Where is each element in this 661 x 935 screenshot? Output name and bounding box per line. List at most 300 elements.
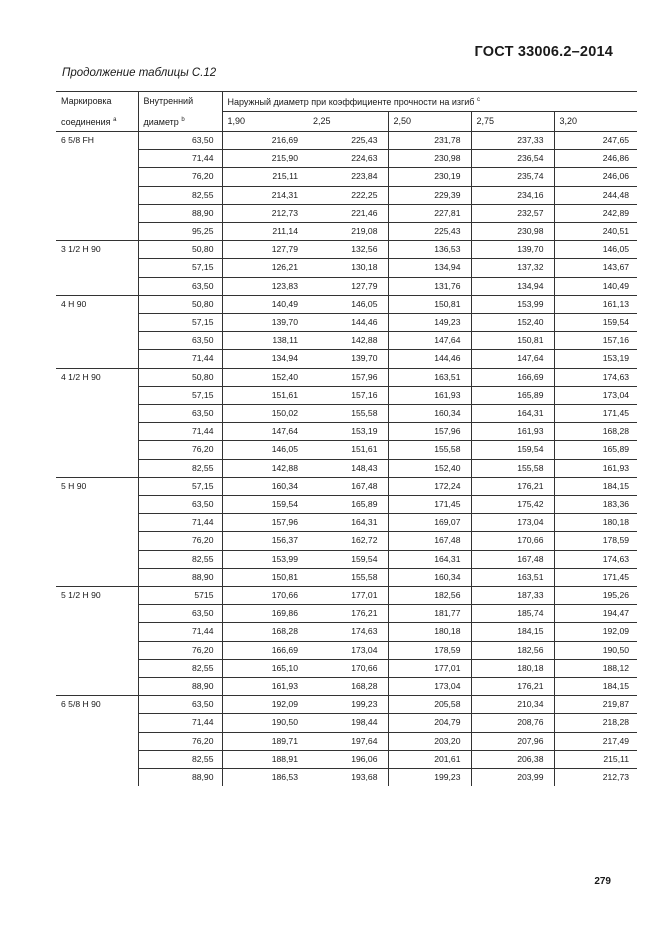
outer-diameter-cell: 157,16 bbox=[308, 386, 388, 404]
table-row bbox=[56, 532, 637, 550]
connection-marking bbox=[56, 659, 138, 677]
inner-diameter-cell: 71,44 bbox=[138, 150, 222, 168]
outer-diameter-cell: 206,38 bbox=[471, 750, 554, 768]
connection-marking bbox=[56, 514, 138, 532]
outer-diameter-cell: 147,64 bbox=[222, 423, 308, 441]
outer-diameter-cell: 216,69 bbox=[222, 131, 308, 149]
outer-diameter-cell: 210,34 bbox=[471, 696, 554, 714]
factor-header: 2,75 bbox=[471, 112, 554, 132]
connection-marking bbox=[56, 186, 138, 204]
inner-diameter-cell: 88,90 bbox=[138, 568, 222, 586]
connection-marking bbox=[56, 259, 138, 277]
outer-diameter-cell: 215,90 bbox=[222, 150, 308, 168]
table-row bbox=[56, 277, 637, 295]
outer-diameter-cell: 150,02 bbox=[222, 404, 308, 422]
outer-diameter-cell: 134,94 bbox=[222, 350, 308, 368]
outer-diameter-cell: 229,39 bbox=[388, 186, 471, 204]
outer-diameter-cell: 160,34 bbox=[388, 568, 471, 586]
outer-diameter-cell: 212,73 bbox=[554, 769, 637, 787]
outer-diameter-cell: 244,48 bbox=[554, 186, 637, 204]
connection-marking: 5 H 90 bbox=[56, 477, 138, 495]
outer-diameter-cell: 144,46 bbox=[308, 313, 388, 331]
outer-diameter-cell: 212,73 bbox=[222, 204, 308, 222]
outer-diameter-cell: 184,15 bbox=[554, 477, 637, 495]
outer-diameter-cell: 127,79 bbox=[308, 277, 388, 295]
header-outer-diameter: Наружный диаметр при коэффициенте прочности на изгиб $^с$ bbox=[222, 92, 637, 112]
outer-diameter-cell: 136,53 bbox=[388, 241, 471, 259]
outer-diameter-cell: 227,81 bbox=[388, 204, 471, 222]
outer-diameter-cell: 207,96 bbox=[471, 732, 554, 750]
table-row bbox=[56, 678, 637, 696]
outer-diameter-cell: 151,61 bbox=[308, 441, 388, 459]
outer-diameter-cell: 159,54 bbox=[308, 550, 388, 568]
inner-diameter-cell: 76,20 bbox=[138, 641, 222, 659]
outer-diameter-cell: 140,49 bbox=[222, 295, 308, 313]
connection-marking: 6 5/8 FH bbox=[56, 131, 138, 149]
inner-diameter-cell: 82,55 bbox=[138, 659, 222, 677]
outer-diameter-cell: 180,18 bbox=[554, 514, 637, 532]
outer-diameter-cell: 159,54 bbox=[222, 495, 308, 513]
outer-diameter-cell: 170,66 bbox=[308, 659, 388, 677]
outer-diameter-cell: 236,54 bbox=[471, 150, 554, 168]
outer-diameter-cell: 142,88 bbox=[222, 459, 308, 477]
inner-diameter-cell: 76,20 bbox=[138, 732, 222, 750]
outer-diameter-cell: 173,04 bbox=[388, 678, 471, 696]
outer-diameter-cell: 178,59 bbox=[388, 641, 471, 659]
connection-marking bbox=[56, 678, 138, 696]
outer-diameter-cell: 132,56 bbox=[308, 241, 388, 259]
outer-diameter-cell: 225,43 bbox=[388, 222, 471, 240]
outer-diameter-cell: 219,08 bbox=[308, 222, 388, 240]
strength-table bbox=[56, 91, 637, 786]
outer-diameter-cell: 126,21 bbox=[222, 259, 308, 277]
inner-diameter-cell: 50,80 bbox=[138, 241, 222, 259]
inner-diameter-cell: 57,15 bbox=[138, 477, 222, 495]
outer-diameter-cell: 203,20 bbox=[388, 732, 471, 750]
outer-diameter-cell: 182,56 bbox=[388, 586, 471, 604]
table-row bbox=[56, 550, 637, 568]
outer-diameter-cell: 171,45 bbox=[388, 495, 471, 513]
outer-diameter-cell: 143,67 bbox=[554, 259, 637, 277]
table-row bbox=[56, 332, 637, 350]
outer-diameter-cell: 188,91 bbox=[222, 750, 308, 768]
outer-diameter-cell: 246,86 bbox=[554, 150, 637, 168]
table-row bbox=[56, 586, 637, 604]
outer-diameter-cell: 149,23 bbox=[388, 313, 471, 331]
inner-diameter-cell: 82,55 bbox=[138, 750, 222, 768]
outer-diameter-cell: 134,94 bbox=[388, 259, 471, 277]
outer-diameter-cell: 215,11 bbox=[222, 168, 308, 186]
outer-diameter-cell: 130,18 bbox=[308, 259, 388, 277]
connection-marking bbox=[56, 404, 138, 422]
factor-header: 3,20 bbox=[554, 112, 637, 132]
inner-diameter-cell: 76,20 bbox=[138, 441, 222, 459]
inner-diameter-cell: 71,44 bbox=[138, 350, 222, 368]
outer-diameter-cell: 137,32 bbox=[471, 259, 554, 277]
outer-diameter-cell: 160,34 bbox=[388, 404, 471, 422]
connection-marking: 4 H 90 bbox=[56, 295, 138, 313]
outer-diameter-cell: 152,40 bbox=[222, 368, 308, 386]
outer-diameter-cell: 152,40 bbox=[388, 459, 471, 477]
outer-diameter-cell: 230,19 bbox=[388, 168, 471, 186]
outer-diameter-cell: 138,11 bbox=[222, 332, 308, 350]
connection-marking bbox=[56, 532, 138, 550]
outer-diameter-cell: 225,43 bbox=[308, 131, 388, 149]
factor-header: 1,90 bbox=[222, 112, 308, 132]
table-row bbox=[56, 732, 637, 750]
outer-diameter-cell: 231,78 bbox=[388, 131, 471, 149]
outer-diameter-cell: 230,98 bbox=[471, 222, 554, 240]
outer-diameter-cell: 146,05 bbox=[222, 441, 308, 459]
outer-diameter-cell: 134,94 bbox=[471, 277, 554, 295]
page-number: 279 bbox=[594, 876, 611, 887]
outer-diameter-cell: 142,88 bbox=[308, 332, 388, 350]
outer-diameter-cell: 181,77 bbox=[388, 605, 471, 623]
inner-diameter-cell: 63,50 bbox=[138, 495, 222, 513]
outer-diameter-cell: 188,12 bbox=[554, 659, 637, 677]
outer-diameter-cell: 222,25 bbox=[308, 186, 388, 204]
header-inner-diameter: Внутренний bbox=[138, 92, 222, 112]
outer-diameter-cell: 177,01 bbox=[308, 586, 388, 604]
outer-diameter-cell: 190,50 bbox=[554, 641, 637, 659]
outer-diameter-cell: 173,04 bbox=[554, 386, 637, 404]
outer-diameter-cell: 161,93 bbox=[471, 423, 554, 441]
outer-diameter-cell: 199,23 bbox=[388, 769, 471, 787]
connection-marking bbox=[56, 495, 138, 513]
outer-diameter-cell: 169,07 bbox=[388, 514, 471, 532]
inner-diameter-cell: 63,50 bbox=[138, 404, 222, 422]
outer-diameter-cell: 180,18 bbox=[388, 623, 471, 641]
outer-diameter-cell: 165,89 bbox=[471, 386, 554, 404]
table-row bbox=[56, 222, 637, 240]
inner-diameter-cell: 63,50 bbox=[138, 605, 222, 623]
table-row bbox=[56, 423, 637, 441]
table-row bbox=[56, 150, 637, 168]
outer-diameter-cell: 197,64 bbox=[308, 732, 388, 750]
outer-diameter-cell: 161,13 bbox=[554, 295, 637, 313]
outer-diameter-cell: 139,70 bbox=[308, 350, 388, 368]
outer-diameter-cell: 163,51 bbox=[388, 368, 471, 386]
outer-diameter-cell: 165,89 bbox=[554, 441, 637, 459]
outer-diameter-cell: 174,63 bbox=[554, 550, 637, 568]
outer-diameter-cell: 189,71 bbox=[222, 732, 308, 750]
outer-diameter-cell: 163,51 bbox=[471, 568, 554, 586]
outer-diameter-cell: 165,89 bbox=[308, 495, 388, 513]
outer-diameter-cell: 169,86 bbox=[222, 605, 308, 623]
outer-diameter-cell: 146,05 bbox=[554, 241, 637, 259]
table-row bbox=[56, 441, 637, 459]
outer-diameter-cell: 157,96 bbox=[222, 514, 308, 532]
table-row bbox=[56, 459, 637, 477]
table-row bbox=[56, 659, 637, 677]
inner-diameter-cell: 57,15 bbox=[138, 386, 222, 404]
outer-diameter-cell: 205,58 bbox=[388, 696, 471, 714]
inner-diameter-cell: 88,90 bbox=[138, 204, 222, 222]
outer-diameter-cell: 168,28 bbox=[308, 678, 388, 696]
table-row bbox=[56, 350, 637, 368]
outer-diameter-cell: 184,15 bbox=[471, 623, 554, 641]
inner-diameter-cell: 95,25 bbox=[138, 222, 222, 240]
table-row bbox=[56, 259, 637, 277]
outer-diameter-cell: 198,44 bbox=[308, 714, 388, 732]
outer-diameter-cell: 224,63 bbox=[308, 150, 388, 168]
outer-diameter-cell: 147,64 bbox=[471, 350, 554, 368]
outer-diameter-cell: 201,61 bbox=[388, 750, 471, 768]
outer-diameter-cell: 127,79 bbox=[222, 241, 308, 259]
standard-number: ГОСТ 33006.2–2014 bbox=[474, 44, 613, 60]
outer-diameter-cell: 164,31 bbox=[471, 404, 554, 422]
inner-diameter-cell: 57,15 bbox=[138, 313, 222, 331]
inner-diameter-cell: 76,20 bbox=[138, 532, 222, 550]
outer-diameter-cell: 151,61 bbox=[222, 386, 308, 404]
outer-diameter-cell: 161,93 bbox=[222, 678, 308, 696]
outer-diameter-cell: 164,31 bbox=[388, 550, 471, 568]
outer-diameter-cell: 153,19 bbox=[308, 423, 388, 441]
outer-diameter-cell: 148,43 bbox=[308, 459, 388, 477]
connection-marking bbox=[56, 568, 138, 586]
outer-diameter-cell: 174,63 bbox=[554, 368, 637, 386]
outer-diameter-cell: 203,99 bbox=[471, 769, 554, 787]
table-row bbox=[56, 241, 637, 259]
inner-diameter-cell: 71,44 bbox=[138, 423, 222, 441]
outer-diameter-cell: 170,66 bbox=[222, 586, 308, 604]
outer-diameter-cell: 240,51 bbox=[554, 222, 637, 240]
table-row bbox=[56, 769, 637, 787]
outer-diameter-cell: 218,28 bbox=[554, 714, 637, 732]
outer-diameter-cell: 237,33 bbox=[471, 131, 554, 149]
connection-marking bbox=[56, 732, 138, 750]
outer-diameter-cell: 193,68 bbox=[308, 769, 388, 787]
outer-diameter-cell: 167,48 bbox=[308, 477, 388, 495]
connection-marking: 5 1/2 H 90 bbox=[56, 586, 138, 604]
outer-diameter-cell: 172,24 bbox=[388, 477, 471, 495]
connection-marking bbox=[56, 459, 138, 477]
outer-diameter-cell: 159,54 bbox=[554, 313, 637, 331]
table-row bbox=[56, 696, 637, 714]
table-row bbox=[56, 131, 637, 149]
inner-diameter-cell: 76,20 bbox=[138, 168, 222, 186]
inner-diameter-cell: 57,15 bbox=[138, 259, 222, 277]
outer-diameter-cell: 167,48 bbox=[471, 550, 554, 568]
outer-diameter-cell: 171,45 bbox=[554, 404, 637, 422]
inner-diameter-cell: 63,50 bbox=[138, 277, 222, 295]
outer-diameter-cell: 187,33 bbox=[471, 586, 554, 604]
connection-marking: 4 1/2 H 90 bbox=[56, 368, 138, 386]
outer-diameter-cell: 176,21 bbox=[308, 605, 388, 623]
outer-diameter-cell: 160,34 bbox=[222, 477, 308, 495]
outer-diameter-cell: 180,18 bbox=[471, 659, 554, 677]
outer-diameter-cell: 164,31 bbox=[308, 514, 388, 532]
connection-marking bbox=[56, 150, 138, 168]
outer-diameter-cell: 171,45 bbox=[554, 568, 637, 586]
outer-diameter-cell: 147,64 bbox=[388, 332, 471, 350]
outer-diameter-cell: 162,72 bbox=[308, 532, 388, 550]
outer-diameter-cell: 155,58 bbox=[471, 459, 554, 477]
connection-marking: 3 1/2 H 90 bbox=[56, 241, 138, 259]
outer-diameter-cell: 185,74 bbox=[471, 605, 554, 623]
table-row bbox=[56, 750, 637, 768]
inner-diameter-cell: 88,90 bbox=[138, 678, 222, 696]
table-row bbox=[56, 313, 637, 331]
outer-diameter-cell: 219,87 bbox=[554, 696, 637, 714]
outer-diameter-cell: 192,09 bbox=[222, 696, 308, 714]
outer-diameter-cell: 146,05 bbox=[308, 295, 388, 313]
connection-marking bbox=[56, 313, 138, 331]
inner-diameter-cell: 82,55 bbox=[138, 459, 222, 477]
outer-diameter-cell: 199,23 bbox=[308, 696, 388, 714]
connection-marking bbox=[56, 204, 138, 222]
outer-diameter-cell: 204,79 bbox=[388, 714, 471, 732]
outer-diameter-cell: 247,65 bbox=[554, 131, 637, 149]
inner-diameter-cell: 71,44 bbox=[138, 514, 222, 532]
outer-diameter-cell: 182,56 bbox=[471, 641, 554, 659]
connection-marking bbox=[56, 277, 138, 295]
outer-diameter-cell: 196,06 bbox=[308, 750, 388, 768]
outer-diameter-cell: 156,37 bbox=[222, 532, 308, 550]
connection-marking bbox=[56, 350, 138, 368]
outer-diameter-cell: 246,06 bbox=[554, 168, 637, 186]
table-row bbox=[56, 386, 637, 404]
outer-diameter-cell: 170,66 bbox=[471, 532, 554, 550]
header-marking: Маркировка bbox=[56, 92, 138, 112]
header-row-2: соединения $^а$ диаметр $^b$ 1,90 2,25 2,50 2,75 3,20 bbox=[56, 112, 637, 132]
outer-diameter-cell: 152,40 bbox=[471, 313, 554, 331]
connection-marking bbox=[56, 714, 138, 732]
outer-diameter-cell: 217,49 bbox=[554, 732, 637, 750]
connection-marking bbox=[56, 441, 138, 459]
outer-diameter-cell: 157,96 bbox=[308, 368, 388, 386]
inner-diameter-cell: 50,80 bbox=[138, 368, 222, 386]
outer-diameter-cell: 161,93 bbox=[554, 459, 637, 477]
outer-diameter-cell: 184,15 bbox=[554, 678, 637, 696]
outer-diameter-cell: 194,47 bbox=[554, 605, 637, 623]
outer-diameter-cell: 195,26 bbox=[554, 586, 637, 604]
outer-diameter-cell: 223,84 bbox=[308, 168, 388, 186]
outer-diameter-cell: 155,58 bbox=[308, 568, 388, 586]
outer-diameter-cell: 230,98 bbox=[388, 150, 471, 168]
inner-diameter-cell: 71,44 bbox=[138, 714, 222, 732]
outer-diameter-cell: 214,31 bbox=[222, 186, 308, 204]
outer-diameter-cell: 155,58 bbox=[308, 404, 388, 422]
outer-diameter-cell: 153,99 bbox=[471, 295, 554, 313]
table-row bbox=[56, 477, 637, 495]
outer-diameter-cell: 150,81 bbox=[471, 332, 554, 350]
table-row bbox=[56, 368, 637, 386]
outer-diameter-cell: 139,70 bbox=[222, 313, 308, 331]
outer-diameter-cell: 159,54 bbox=[471, 441, 554, 459]
outer-diameter-cell: 150,81 bbox=[222, 568, 308, 586]
outer-diameter-cell: 176,21 bbox=[471, 678, 554, 696]
outer-diameter-cell: 153,19 bbox=[554, 350, 637, 368]
outer-diameter-cell: 153,99 bbox=[222, 550, 308, 568]
outer-diameter-cell: 168,28 bbox=[222, 623, 308, 641]
outer-diameter-cell: 242,89 bbox=[554, 204, 637, 222]
outer-diameter-cell: 166,69 bbox=[471, 368, 554, 386]
table-row bbox=[56, 605, 637, 623]
outer-diameter-cell: 139,70 bbox=[471, 241, 554, 259]
table-row bbox=[56, 186, 637, 204]
outer-diameter-cell: 150,81 bbox=[388, 295, 471, 313]
outer-diameter-cell: 211,14 bbox=[222, 222, 308, 240]
outer-diameter-cell: 168,28 bbox=[554, 423, 637, 441]
connection-marking bbox=[56, 168, 138, 186]
connection-marking bbox=[56, 769, 138, 787]
outer-diameter-cell: 215,11 bbox=[554, 750, 637, 768]
table-row bbox=[56, 168, 637, 186]
outer-diameter-cell: 186,53 bbox=[222, 769, 308, 787]
outer-diameter-cell: 178,59 bbox=[554, 532, 637, 550]
outer-diameter-cell: 208,76 bbox=[471, 714, 554, 732]
table-row bbox=[56, 641, 637, 659]
outer-diameter-cell: 174,63 bbox=[308, 623, 388, 641]
table-row bbox=[56, 295, 637, 313]
outer-diameter-cell: 177,01 bbox=[388, 659, 471, 677]
connection-marking bbox=[56, 641, 138, 659]
inner-diameter-cell: 82,55 bbox=[138, 186, 222, 204]
table-row bbox=[56, 568, 637, 586]
outer-diameter-cell: 123,83 bbox=[222, 277, 308, 295]
table-row bbox=[56, 514, 637, 532]
outer-diameter-cell: 165,10 bbox=[222, 659, 308, 677]
factor-header: 2,25 bbox=[308, 112, 388, 132]
outer-diameter-cell: 140,49 bbox=[554, 277, 637, 295]
connection-marking bbox=[56, 605, 138, 623]
table-row bbox=[56, 714, 637, 732]
table-row bbox=[56, 495, 637, 513]
outer-diameter-cell: 176,21 bbox=[471, 477, 554, 495]
outer-diameter-cell: 221,46 bbox=[308, 204, 388, 222]
inner-diameter-cell: 63,50 bbox=[138, 332, 222, 350]
outer-diameter-cell: 173,04 bbox=[308, 641, 388, 659]
outer-diameter-cell: 234,16 bbox=[471, 186, 554, 204]
inner-diameter-cell: 71,44 bbox=[138, 623, 222, 641]
table-row bbox=[56, 404, 637, 422]
header-row-1 bbox=[56, 92, 637, 112]
outer-diameter-cell: 144,46 bbox=[388, 350, 471, 368]
outer-diameter-cell: 157,96 bbox=[388, 423, 471, 441]
table-caption: Продолжение таблицы С.12 bbox=[62, 67, 217, 79]
outer-diameter-cell: 161,93 bbox=[388, 386, 471, 404]
table-row bbox=[56, 204, 637, 222]
factor-header: 2,50 bbox=[388, 112, 471, 132]
outer-diameter-cell: 232,57 bbox=[471, 204, 554, 222]
connection-marking bbox=[56, 750, 138, 768]
inner-diameter-cell: 63,50 bbox=[138, 131, 222, 149]
connection-marking bbox=[56, 423, 138, 441]
connection-marking bbox=[56, 550, 138, 568]
outer-diameter-cell: 157,16 bbox=[554, 332, 637, 350]
outer-diameter-cell: 190,50 bbox=[222, 714, 308, 732]
connection-marking: 6 5/8 H 90 bbox=[56, 696, 138, 714]
outer-diameter-cell: 175,42 bbox=[471, 495, 554, 513]
outer-diameter-cell: 235,74 bbox=[471, 168, 554, 186]
inner-diameter-cell: 5715 bbox=[138, 586, 222, 604]
outer-diameter-cell: 167,48 bbox=[388, 532, 471, 550]
connection-marking bbox=[56, 222, 138, 240]
inner-diameter-cell: 63,50 bbox=[138, 696, 222, 714]
table-row bbox=[56, 623, 637, 641]
outer-diameter-cell: 131,76 bbox=[388, 277, 471, 295]
outer-diameter-cell: 192,09 bbox=[554, 623, 637, 641]
inner-diameter-cell: 50,80 bbox=[138, 295, 222, 313]
outer-diameter-cell: 173,04 bbox=[471, 514, 554, 532]
connection-marking bbox=[56, 386, 138, 404]
inner-diameter-cell: 88,90 bbox=[138, 769, 222, 787]
connection-marking bbox=[56, 332, 138, 350]
outer-diameter-cell: 183,36 bbox=[554, 495, 637, 513]
outer-diameter-cell: 155,58 bbox=[388, 441, 471, 459]
inner-diameter-cell: 82,55 bbox=[138, 550, 222, 568]
